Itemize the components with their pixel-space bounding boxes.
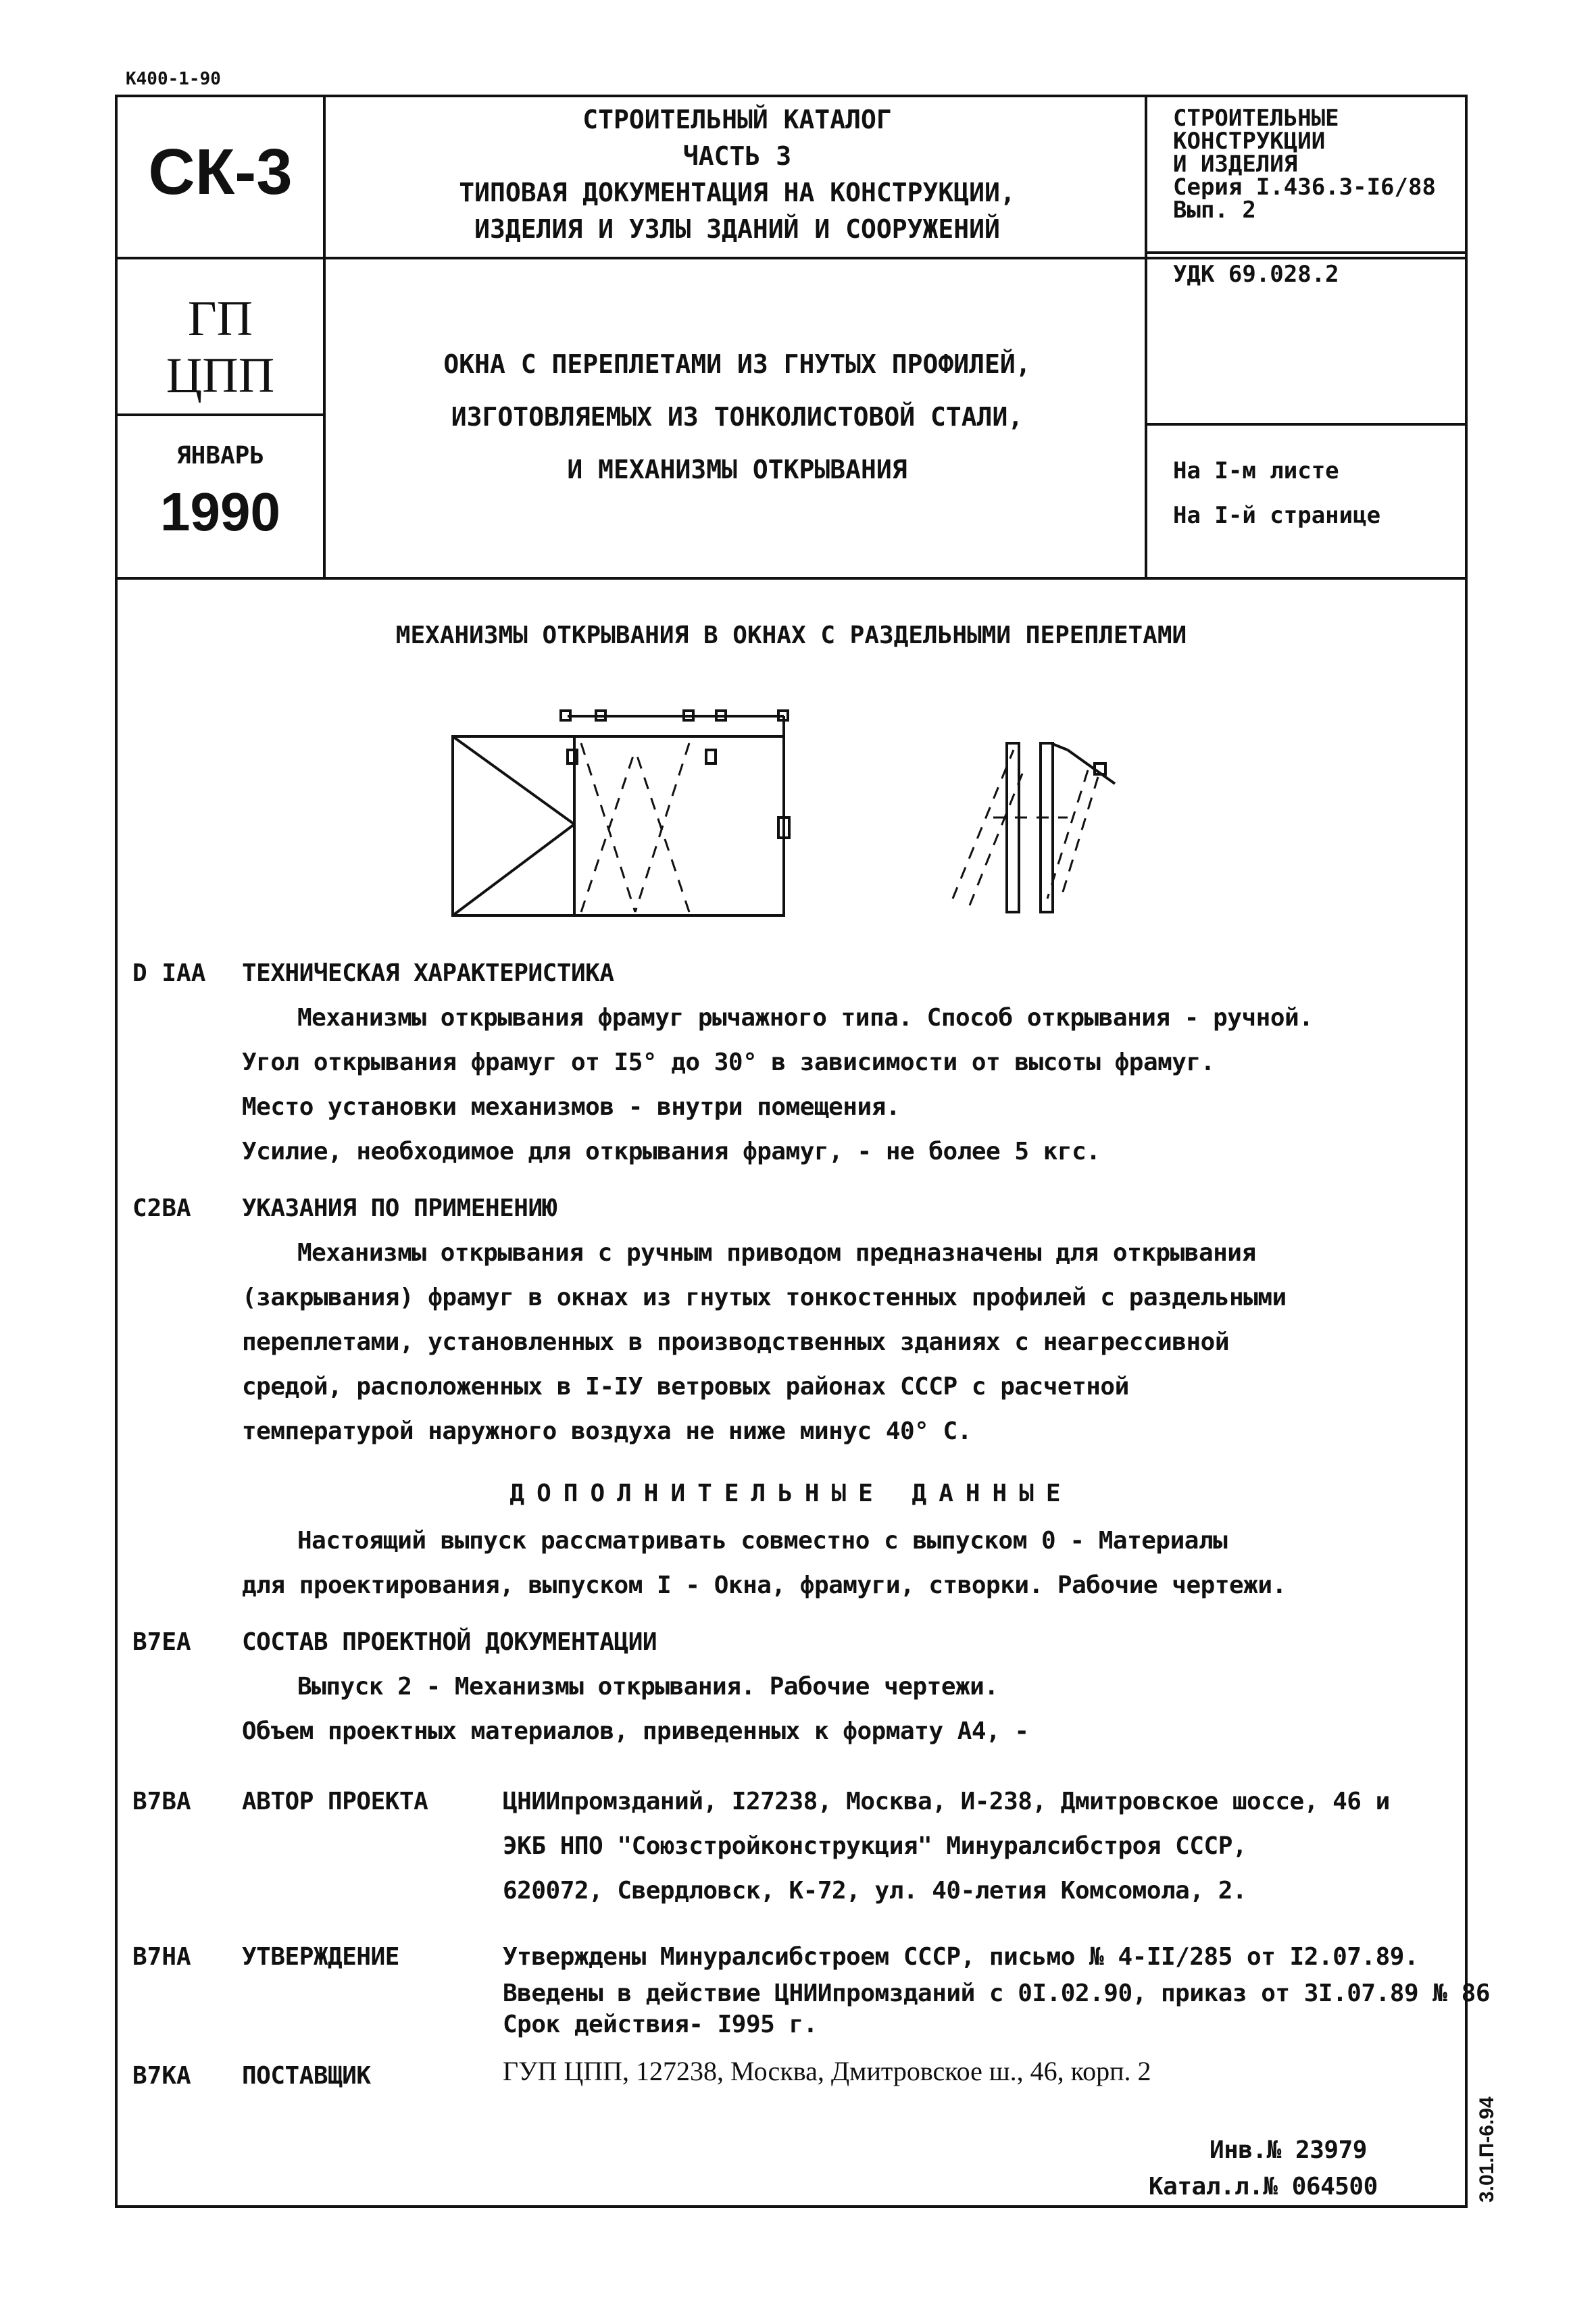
usage-line-1: Механизмы открывания с ручным приводом предназначены для открывания [297, 1239, 1256, 1267]
series-line-4: Серия I.436.3-I6/88 [1173, 174, 1436, 201]
supplier-code: B7KA [132, 2062, 191, 2090]
window-section-drawing [932, 730, 1135, 919]
additional-heading: ДОПОЛНИТЕЛЬНЫЕ ДАННЫЕ [509, 1480, 1073, 1507]
title-line-1: ОКНА С ПЕРЕПЛЕТАМИ ИЗ ГНУТЫХ ПРОФИЛЕЙ, [443, 349, 1031, 379]
tech-line-1: Механизмы открывания фрамуг рычажного типа. Способ открывания - ручной. [297, 1004, 1314, 1032]
document-title [328, 338, 1146, 496]
usage-line-4: средой, расположенных в I-IУ ветровых районах СССР с расчетной [242, 1373, 1129, 1401]
org-line-1: ГП [187, 291, 253, 347]
month: ЯНВАРЬ [176, 442, 265, 470]
author-code: B7BA [132, 1788, 191, 1815]
usage-code: C2BA [132, 1194, 191, 1222]
sheet-info-2: На I-й странице [1173, 502, 1381, 529]
approval-line-1: Утверждены Минуралсибстроем СССР, письмо № 4-II/285 от I2.07.89. [503, 1943, 1419, 1971]
header-line-4: ИЗДЕЛИЯ И УЗЛЫ ЗДАНИЙ И СООРУЖЕНИЙ [474, 214, 1000, 244]
series-line-3: И ИЗДЕЛИЯ [1173, 151, 1298, 178]
supplier-heading: ПОСТАВЩИК [242, 2062, 371, 2090]
composition-heading: СОСТАВ ПРОЕКТНОЙ ДОКУМЕНТАЦИИ [242, 1628, 657, 1656]
year: 1990 [160, 482, 280, 542]
usage-line-5: температурой наружного воздуха не ниже минус 40° С. [242, 1417, 972, 1445]
tech-heading: ТЕХНИЧЕСКАЯ ХАРАКТЕРИСТИКА [242, 959, 614, 987]
usage-line-3: переплетами, установленных в производственных зданиях с неагрессивной [242, 1328, 1229, 1356]
supplier-line: ГУП ЦПП, 127238, Москва, Дмитровское ш., 46, корп. 2 [503, 2056, 1151, 2086]
composition-line-2: Объем проектных материалов, приведенных к формату А4, - [242, 1717, 1029, 1745]
tech-line-4: Усилие, необходимое для открывания фрамуг, - не более 5 кгс. [242, 1138, 1101, 1165]
catalog-code: СК-3 [148, 136, 293, 208]
header-line-3: ТИПОВАЯ ДОКУМЕНТАЦИЯ НА КОНСТРУКЦИИ, [459, 178, 1016, 207]
section-title: МЕХАНИЗМЫ ОТКРЫВАНИЯ В ОКНАХ С РАЗДЕЛЬНЫМИ ПЕРЕПЛЕТАМИ [395, 622, 1187, 649]
catalog-header [328, 101, 1146, 247]
approval-line-2: Введены в действие ЦНИИпромзданий с 0I.02.90, приказ от 3I.07.89 № 86 [503, 1980, 1490, 2007]
usage-heading: УКАЗАНИЯ ПО ПРИМЕНЕНИЮ [242, 1194, 557, 1222]
title-line-2: ИЗГОТОВЛЯЕМЫХ ИЗ ТОНКОЛИСТОВОЙ СТАЛИ, [451, 402, 1024, 432]
series-line-1: СТРОИТЕЛЬНЫЕ [1173, 105, 1339, 132]
additional-line-1: Настоящий выпуск рассматривать совместно с выпуском 0 - Материалы [297, 1527, 1228, 1555]
side-code: 3.01.П-6.94 [1476, 2096, 1498, 2203]
usage-line-2: (закрывания) фрамуг в окнах из гнутых тонкостенных профилей с раздельными [242, 1284, 1287, 1311]
doc-code: К400-1-90 [126, 69, 221, 89]
approval-code: B7HA [132, 1943, 191, 1971]
sheet-info [1173, 449, 1380, 538]
header-line-1: СТРОИТЕЛЬНЫЙ КАТАЛОГ [582, 105, 892, 134]
tech-line-2: Угол открывания фрамуг от I5° до 30° в зависимости от высоты фрамуг. [242, 1049, 1215, 1076]
approval-line-3: Срок действия- I995 г. [503, 2011, 818, 2038]
catalog-sheet-number: Катал.л.№ 064500 [1149, 2173, 1378, 2200]
composition-line-1: Выпуск 2 - Механизмы открывания. Рабочие чертежи. [297, 1673, 999, 1701]
composition-code: B7EA [132, 1628, 191, 1656]
series-block [1173, 107, 1436, 222]
additional-line-2: для проектирования, выпуском I - Окна, фрамуги, створки. Рабочие чертежи. [242, 1571, 1287, 1599]
author-line-3: 620072, Свердловск, К-72, ул. 40-летия Комсомола, 2. [503, 1877, 1247, 1905]
window-elevation-drawing [432, 696, 811, 919]
series-line-5: Вып. 2 [1173, 197, 1256, 224]
author-line-1: ЦНИИпромзданий, I27238, Москва, И-238, Дмитровское шоссе, 46 и [503, 1788, 1390, 1815]
sheet-info-1: На I-м листе [1173, 457, 1339, 484]
org-name [118, 291, 323, 404]
tech-code: D IAA [132, 959, 206, 987]
udk: УДК 69.028.2 [1173, 261, 1339, 288]
author-heading: АВТОР ПРОЕКТА [242, 1788, 428, 1815]
org-line-2: ЦПП [166, 348, 275, 403]
author-line-2: ЭКБ НПО "Союзстройконструкция" Минуралсибстроя СССР, [503, 1832, 1247, 1860]
title-line-3: И МЕХАНИЗМЫ ОТКРЫВАНИЯ [567, 455, 907, 484]
tech-line-3: Место установки механизмов - внутри помещения. [242, 1093, 900, 1121]
header-line-2: ЧАСТЬ 3 [682, 141, 792, 171]
series-line-2: КОНСТРУКЦИИ [1173, 128, 1326, 155]
approval-heading: УТВЕРЖДЕНИЕ [242, 1943, 399, 1971]
inventory-number: Инв.№ 23979 [1210, 2136, 1367, 2164]
